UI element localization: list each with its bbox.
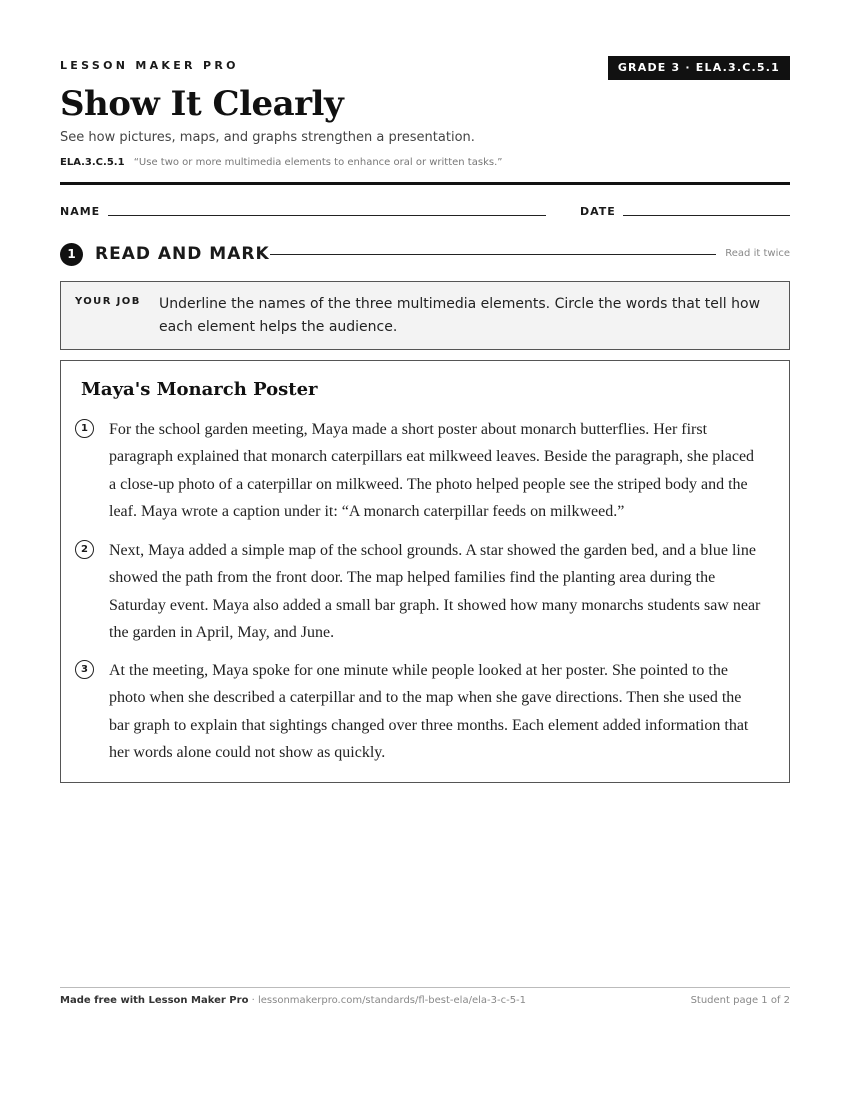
footer-credit <box>60 995 526 1006</box>
header-divider <box>60 182 790 185</box>
paragraph-text: For the school garden meeting, Maya made a short poster about monarch butterflies. Her first paragraph explained that monarch caterpillars eat milkweed leaves. Beside the paragraph, she placed a close-up photo of a caterpillar on milkweed. The photo helped people see the striped body and the leaf. Maya wrote a caption under it: “A monarch caterpillar feeds on milkweed.” <box>109 421 755 520</box>
footer-url: · lessonmakerpro.com/standards/fl-best-ela/ela-3-c-5-1 <box>248 995 527 1006</box>
section-rule <box>270 254 716 255</box>
name-date-row <box>60 204 790 220</box>
job-label: YOUR JOB <box>75 296 141 307</box>
page-footer <box>60 987 790 1006</box>
section-title: READ AND MARK <box>95 244 270 264</box>
passage-title: Maya's Monarch Poster <box>81 379 318 400</box>
paragraph-number-badge: 2 <box>75 540 94 559</box>
name-label: NAME <box>60 205 101 218</box>
grade-badge: GRADE 3 · ELA.3.C.5.1 <box>608 56 790 80</box>
section-header <box>60 242 790 266</box>
paragraph-number-badge: 1 <box>75 419 94 438</box>
job-instructions: Underline the names of the three multimedia elements. Circle the words that tell how each element helps the audience. <box>159 296 761 335</box>
date-field[interactable] <box>623 215 790 216</box>
section-number-badge: 1 <box>60 243 83 266</box>
paragraph-text: At the meeting, Maya spoke for one minute while people looked at her poster. She pointed to the photo when she described a caterpillar and to the map when she gave directions. Then she used the bar graph to explain that sightings changed over three months. Each element added information that her words alone could not show as quickly. <box>109 662 749 761</box>
footer-page-number: Student page 1 of 2 <box>690 995 790 1006</box>
section-note: Read it twice <box>725 248 790 259</box>
standard-text: “Use two or more multimedia elements to enhance oral or written tasks.” <box>133 157 503 168</box>
name-field[interactable] <box>108 215 546 216</box>
standard-code: ELA.3.C.5.1 <box>60 157 125 168</box>
reading-passage <box>60 360 790 783</box>
page-title: Show It Clearly <box>60 84 344 124</box>
top-bar <box>60 56 790 80</box>
job-box <box>60 281 790 350</box>
page-subtitle: See how pictures, maps, and graphs strengthen a presentation. <box>60 130 475 145</box>
brand-name: LESSON MAKER PRO <box>60 59 239 72</box>
paragraph-number-badge: 3 <box>75 660 94 679</box>
paragraph-text: Next, Maya added a simple map of the school grounds. A star showed the garden bed, and a blue line showed the path from the front door. The map helped families find the planting area during the Saturday event. Maya also added a small bar graph. It showed how many monarchs students saw near the garden in April, May, and June. <box>109 542 761 641</box>
date-label: DATE <box>580 205 616 218</box>
footer-made-with: Made free with Lesson Maker Pro <box>60 995 249 1006</box>
standard-line <box>60 157 502 168</box>
